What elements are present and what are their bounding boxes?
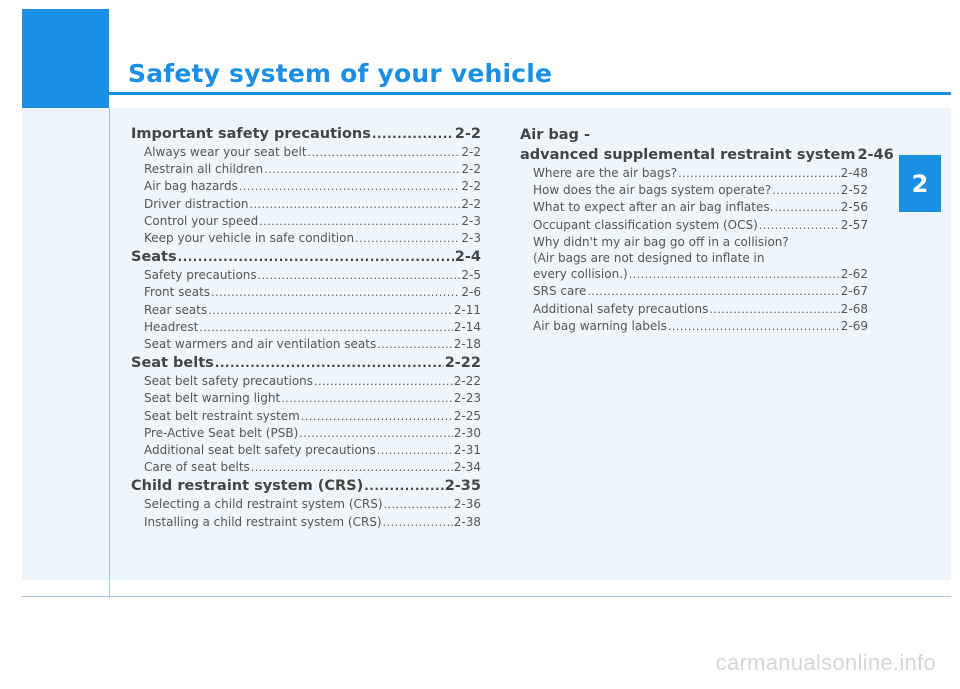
toc-item[interactable] [131,442,481,459]
toc-item-title: Care of seat belts [144,460,250,475]
toc-page: 2-2 [461,162,481,177]
toc-page: 2-62 [840,267,868,282]
toc-page: 2-48 [840,166,868,180]
toc-item[interactable] [131,161,481,178]
toc-section-title: advanced supplemental restraint system [520,147,856,163]
leader-dots [251,460,453,476]
toc-item[interactable] [131,178,481,195]
toc-page: 2-2 [454,126,481,142]
toc-item[interactable] [131,496,481,513]
toc-item-title: Control your speed [144,213,259,228]
toc-page: 2-57 [840,217,868,232]
toc-page: 2-34 [453,460,481,475]
toc-section[interactable] [520,145,894,165]
toc-item[interactable] [131,390,481,407]
toc-item-title: Restrain all children [144,162,264,177]
leader-dots [314,374,453,390]
toc-item-title: Air bag warning labels [533,318,667,333]
toc-item[interactable] [131,425,481,442]
toc-item-title: Air bag hazards [144,179,238,194]
leader-dots [281,391,453,407]
toc-item[interactable] [520,318,868,335]
toc-page: 2-11 [453,302,481,317]
toc-page: 2-6 [461,285,481,300]
toc-page: 2-46 [857,147,894,163]
toc-item[interactable] [131,408,481,425]
toc-page: 2-35 [444,478,481,495]
toc-section[interactable] [131,353,481,373]
toc-item[interactable] [131,284,481,301]
toc-page: 2-22 [444,355,481,372]
toc-item[interactable] [131,196,481,213]
toc-section[interactable] [131,247,481,267]
toc-item-title: Keep your vehicle in safe condition [144,231,355,246]
watermark-text: carmanualsonline.info [715,650,936,675]
toc-page: 2-18 [453,337,481,352]
toc-page: 2-36 [453,497,481,512]
toc-item[interactable] [131,213,481,230]
toc-item[interactable] [520,266,868,283]
leader-dots [299,426,453,442]
leader-dots [678,166,840,182]
toc-item[interactable] [520,199,868,216]
toc-page: 2-2 [461,145,481,159]
toc-section-title[interactable]: Air bag - [520,127,591,143]
toc-page: 2-2 [461,179,481,194]
toc-item-title: Pre-Active Seat belt (PSB) [144,425,299,440]
margin-divider [109,108,110,598]
leader-dots [364,476,443,496]
leader-dots [377,443,453,459]
toc-left-column [131,124,481,531]
toc-item-title: What to expect after an air bag inflates. [533,200,774,215]
toc-item-title: Selecting a child restraint system (CRS) [144,497,383,512]
toc-item[interactable] [131,459,481,476]
toc-page: 2-30 [453,425,481,440]
leader-dots [383,515,453,531]
toc-item-title: Seat belt restraint system [144,408,300,423]
toc-page: 2-3 [461,231,481,246]
toc-page: 2-2 [461,196,481,211]
toc-page: 2-52 [840,183,868,198]
leader-dots [301,409,453,425]
leader-dots [250,197,461,213]
toc-item-title: Seat belt warning light [144,391,281,406]
toc-section[interactable] [131,476,481,496]
chapter-tab[interactable]: 2 [899,155,941,212]
toc-item-title: Installing a child restraint system (CRS) [144,514,382,529]
toc-page: 2-67 [840,284,868,299]
toc-page: 2-4 [454,249,481,266]
leader-dots [377,337,453,353]
leader-dots [709,302,839,318]
toc-item[interactable] [131,373,481,390]
leader-dots [308,145,461,161]
leader-dots [774,200,839,216]
leader-dots [384,497,453,513]
toc-item[interactable] [520,283,868,300]
toc-item[interactable] [131,302,481,319]
leader-dots [629,267,840,283]
toc-item-title: Additional seat belt safety precautions [144,443,376,458]
toc-item-title: Seat warmers and air ventilation seats [144,337,377,352]
toc-item-title: Always wear your seat belt [144,145,307,159]
toc-item[interactable] [131,514,481,531]
toc-item-line[interactable]: (Air bags are not designed to inflate in [533,251,765,266]
toc-item-title: Where are the air bags? [533,166,678,180]
toc-item-title: Occupant classification system (OCS) [533,217,758,232]
header-color-block [22,9,109,108]
leader-dots [258,268,461,284]
toc-page: 2-38 [453,514,481,529]
toc-page: 2-69 [840,318,868,333]
leader-dots [355,231,460,247]
leader-dots [759,218,840,234]
toc-item[interactable] [520,165,868,182]
toc-item[interactable] [131,144,481,161]
leader-dots [208,303,453,319]
leader-dots [215,353,444,373]
toc-page: 2-56 [840,200,868,215]
toc-section-title: Seat belts [131,355,214,372]
toc-item[interactable] [131,230,481,247]
leader-dots [264,162,460,178]
toc-section-title: Seats [131,249,177,266]
toc-item-title: Front seats [144,285,211,300]
toc-page: 2-3 [461,213,481,228]
toc-item[interactable] [131,267,481,284]
leader-dots [772,183,839,199]
toc-item-title: How does the air bags system operate? [533,183,772,198]
toc-item[interactable] [520,182,868,199]
toc-item[interactable] [131,336,481,353]
bottom-rule [22,596,951,597]
toc-item-title: Safety precautions [144,268,257,283]
toc-page: 2-22 [453,374,481,389]
leader-dots [211,285,460,301]
leader-dots [668,319,840,335]
leader-dots [199,320,452,336]
toc-item-title: Rear seats [144,302,208,317]
toc-item-line[interactable]: Why didn't my air bag go off in a collision? [533,234,789,249]
leader-dots [178,247,454,267]
toc-right-column [520,125,894,335]
toc-item-title: Additional safety precautions [533,301,709,316]
leader-dots [239,179,460,195]
toc-item-title: Seat belt safety precautions [144,374,314,389]
toc-section[interactable] [131,124,481,144]
toc-item[interactable] [131,319,481,336]
toc-page: 2-31 [453,443,481,458]
toc-item-title: Headrest [144,319,199,334]
leader-dots [259,214,460,230]
toc-item-title: every collision.) [533,267,628,282]
leader-dots [587,284,839,300]
toc-section-title: Child restraint system (CRS) [131,478,364,495]
page-title: Safety system of your vehicle [128,59,553,88]
toc-item-title: Driver distraction [144,196,249,211]
toc-item[interactable] [520,217,868,234]
toc-page: 2-5 [461,268,481,283]
toc-page: 2-68 [840,301,868,316]
toc-page: 2-14 [453,319,481,334]
toc-page: 2-23 [453,391,481,406]
toc-item[interactable] [520,301,868,318]
toc-page: 2-25 [453,408,481,423]
leader-dots [372,124,454,144]
toc-item-title: SRS care [533,284,587,299]
toc-section-title: Important safety precautions [131,126,371,142]
header-rule [109,92,951,95]
